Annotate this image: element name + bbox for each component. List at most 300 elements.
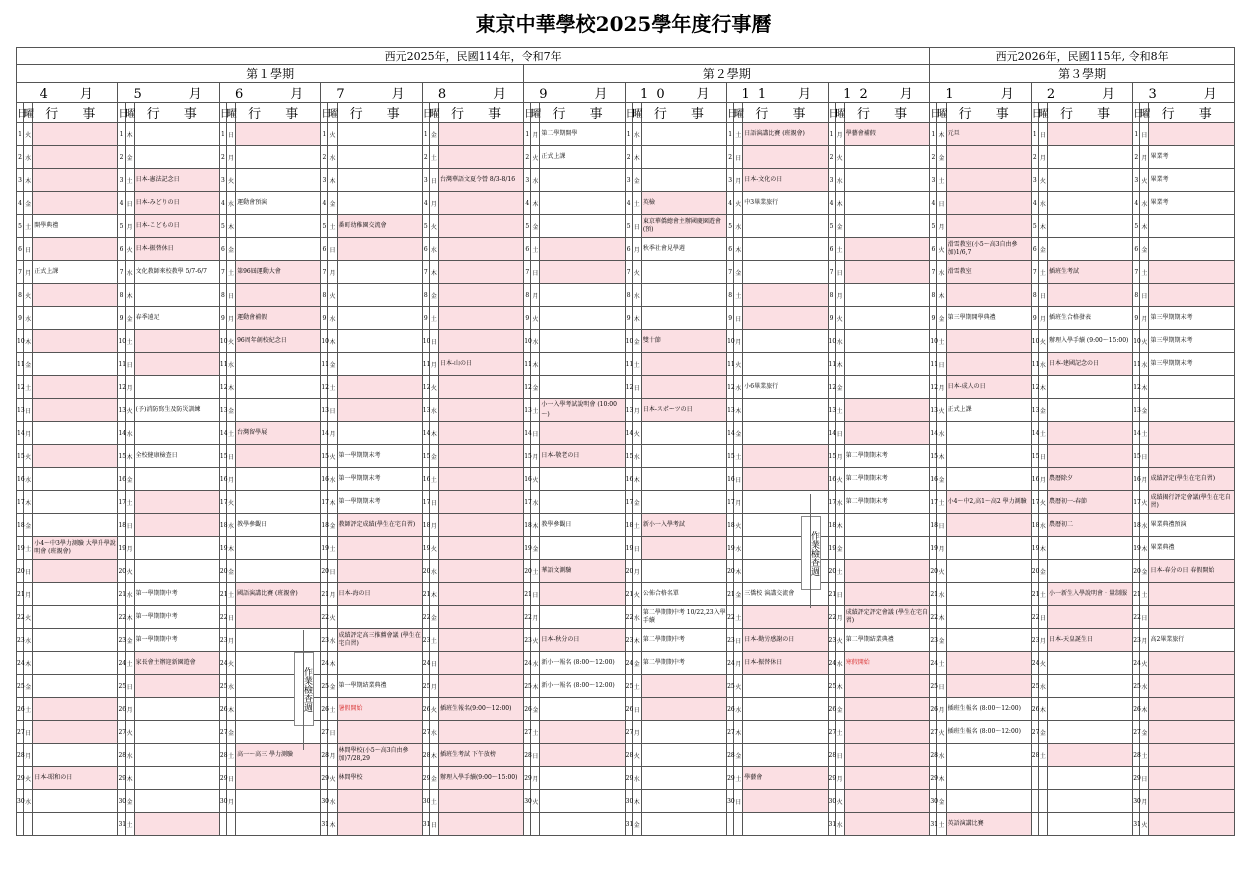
day-number: 14 (422, 422, 429, 445)
weekday: 土 (632, 192, 641, 215)
event-cell: 日本-山の日 (438, 353, 523, 376)
event-cell (540, 422, 625, 445)
day-row (17, 146, 1235, 169)
event-cell (1149, 215, 1235, 238)
weekday: 土 (937, 169, 946, 192)
weekday: 金 (632, 330, 641, 353)
weekday: 木 (835, 675, 844, 698)
weekday: 火 (531, 307, 540, 330)
day-number: 6 (625, 238, 632, 261)
event-cell (1149, 376, 1235, 399)
weekday: 日 (328, 238, 337, 261)
event-cell (134, 468, 219, 491)
event-cell: 中3畢業旅行 (743, 192, 828, 215)
weekday: 金 (24, 514, 33, 537)
event-cell (33, 514, 118, 537)
event-cell: 畢業典禮預演 (1149, 514, 1235, 537)
event-cell (844, 376, 930, 399)
weekday: 土 (937, 652, 946, 675)
event-cell (236, 238, 321, 261)
weekday: 金 (632, 813, 641, 836)
event-cell (236, 606, 321, 629)
weekday: 土 (226, 583, 235, 606)
event-cell (844, 675, 930, 698)
header-event: 行 事 (134, 103, 219, 123)
day-number: 17 (524, 491, 531, 514)
event-cell: 第二學期期末考 (844, 445, 930, 468)
event-cell (236, 399, 321, 422)
weekday: 金 (125, 307, 134, 330)
weekday: 火 (937, 721, 946, 744)
day-number: 5 (1133, 215, 1140, 238)
weekday: 木 (429, 583, 438, 606)
event-cell (33, 744, 118, 767)
weekday (1038, 767, 1047, 790)
day-number: 29 (219, 767, 226, 790)
weekday: 火 (1140, 652, 1149, 675)
weekday: 日 (328, 721, 337, 744)
weekday: 日 (125, 353, 134, 376)
weekday: 日 (125, 192, 134, 215)
day-number: 26 (930, 698, 937, 721)
event-cell (641, 169, 726, 192)
weekday: 土 (531, 399, 540, 422)
day-number: 28 (524, 744, 531, 767)
event-cell: 教學參觀日 (236, 514, 321, 537)
day-row (17, 813, 1235, 836)
event-cell (33, 698, 118, 721)
weekday: 水 (1140, 675, 1149, 698)
event-cell (946, 215, 1031, 238)
weekday: 日 (125, 675, 134, 698)
event-cell (844, 698, 930, 721)
event-cell (236, 376, 321, 399)
weekday: 木 (328, 491, 337, 514)
weekday: 土 (1038, 583, 1047, 606)
event-cell (1048, 215, 1133, 238)
weekday: 火 (429, 215, 438, 238)
weekday: 水 (125, 422, 134, 445)
weekday: 水 (328, 146, 337, 169)
event-cell (540, 169, 625, 192)
weekday: 土 (1140, 261, 1149, 284)
event-cell (337, 238, 422, 261)
day-number: 17 (321, 491, 328, 514)
weekday: 月 (1140, 146, 1149, 169)
event-cell (743, 238, 828, 261)
day-number: 29 (1133, 767, 1140, 790)
inspection-week-arrow-june (303, 630, 304, 750)
weekday: 月 (328, 422, 337, 445)
day-number: 8 (1031, 284, 1038, 307)
day-number: 2 (321, 146, 328, 169)
day-number: 15 (727, 445, 734, 468)
event-cell (641, 560, 726, 583)
day-number: 30 (1133, 790, 1140, 813)
weekday: 日 (835, 261, 844, 284)
header-week: 曜 (1140, 103, 1149, 123)
day-row (17, 583, 1235, 606)
header-day: 日 (524, 103, 531, 123)
weekday: 水 (429, 399, 438, 422)
weekday: 土 (24, 537, 33, 560)
day-number: 7 (118, 261, 125, 284)
day-number: 13 (524, 399, 531, 422)
event-cell: 家長會主辦迎新園遊會 (134, 652, 219, 675)
weekday: 土 (125, 813, 134, 836)
event-cell (438, 491, 523, 514)
day-number: 20 (422, 560, 429, 583)
weekday (531, 813, 540, 836)
weekday: 金 (226, 560, 235, 583)
event-cell (33, 307, 118, 330)
day-number: 18 (422, 514, 429, 537)
event-cell (236, 537, 321, 560)
event-cell (946, 675, 1031, 698)
event-cell (540, 537, 625, 560)
event-cell (337, 790, 422, 813)
event-cell (540, 491, 625, 514)
day-number: 2 (524, 146, 531, 169)
day-number: 19 (422, 537, 429, 560)
weekday: 水 (429, 238, 438, 261)
event-cell: 公佈合格名單 (641, 583, 726, 606)
day-number: 15 (1031, 445, 1038, 468)
event-cell: 日本-成人の日 (946, 376, 1031, 399)
day-number: 6 (1133, 238, 1140, 261)
event-cell: 第二學期結業典禮 (844, 629, 930, 652)
day-number: 2 (1031, 146, 1038, 169)
event-cell (743, 353, 828, 376)
weekday: 日 (734, 629, 743, 652)
weekday: 土 (937, 330, 946, 353)
event-cell: 番町幼稚園交流會 (337, 215, 422, 238)
weekday: 水 (531, 169, 540, 192)
day-number: 2 (422, 146, 429, 169)
day-number: 16 (1133, 468, 1140, 491)
weekday: 水 (734, 698, 743, 721)
event-cell (946, 353, 1031, 376)
day-row (17, 629, 1235, 652)
weekday: 月 (1140, 307, 1149, 330)
weekday: 土 (328, 537, 337, 560)
weekday: 金 (429, 606, 438, 629)
weekday: 月 (835, 606, 844, 629)
weekday: 月 (125, 698, 134, 721)
event-cell: 日本-春分の日 春假開始 (1149, 560, 1235, 583)
event-cell: 學藝會補假 (844, 123, 930, 146)
day-number: 17 (625, 491, 632, 514)
weekday: 水 (531, 652, 540, 675)
day-number: 20 (930, 560, 937, 583)
weekday: 火 (125, 721, 134, 744)
day-number: 11 (219, 353, 226, 376)
day-number: 12 (524, 376, 531, 399)
weekday: 木 (937, 606, 946, 629)
day-number: 24 (828, 652, 835, 675)
calendar-title: 東京中華學校2025學年度行事曆 (475, 12, 772, 36)
event-cell (33, 353, 118, 376)
event-cell (337, 606, 422, 629)
day-number: 21 (1031, 583, 1038, 606)
day-number: 22 (625, 606, 632, 629)
day-number: 22 (1133, 606, 1140, 629)
day-number: 22 (422, 606, 429, 629)
header-event: 行 事 (337, 103, 422, 123)
weekday (1038, 813, 1047, 836)
event-cell: 畢業考 (1149, 169, 1235, 192)
day-number: 8 (625, 284, 632, 307)
day-number: 13 (828, 399, 835, 422)
day-number: 19 (1031, 537, 1038, 560)
event-cell (33, 445, 118, 468)
event-cell: 第三學期開學典禮 (946, 307, 1031, 330)
weekday: 土 (429, 790, 438, 813)
header-event: 行 事 (236, 103, 321, 123)
weekday: 火 (328, 284, 337, 307)
event-cell: 成績評定(學生在宅自習) (1149, 468, 1235, 491)
event-cell (33, 399, 118, 422)
event-cell (134, 813, 219, 836)
day-number: 17 (930, 491, 937, 514)
weekday: 火 (531, 146, 540, 169)
event-cell (134, 537, 219, 560)
day-number: 9 (17, 307, 24, 330)
weekday: 木 (632, 629, 641, 652)
weekday: 土 (24, 698, 33, 721)
day-number: 14 (930, 422, 937, 445)
event-cell: 英檢 (641, 192, 726, 215)
day-number: 15 (828, 445, 835, 468)
weekday: 月 (1038, 146, 1047, 169)
day-number: 19 (930, 537, 937, 560)
day-number (1031, 813, 1038, 836)
event-cell (540, 698, 625, 721)
day-row (17, 514, 1235, 537)
day-number: 20 (321, 560, 328, 583)
weekday: 土 (429, 468, 438, 491)
day-number: 9 (422, 307, 429, 330)
day-number: 3 (930, 169, 937, 192)
day-number: 9 (625, 307, 632, 330)
day-row (17, 652, 1235, 675)
event-cell (540, 215, 625, 238)
weekday: 月 (531, 123, 540, 146)
day-number: 18 (828, 514, 835, 537)
event-cell: 新小一入學考試 (641, 514, 726, 537)
day-number (524, 813, 531, 836)
event-cell: 成績評定評定會議 (學生在宅自習) (844, 606, 930, 629)
weekday: 日 (531, 422, 540, 445)
day-number: 4 (321, 192, 328, 215)
event-cell (946, 629, 1031, 652)
weekday: 金 (328, 675, 337, 698)
event-cell (1149, 652, 1235, 675)
event-cell (1048, 123, 1133, 146)
weekday: 月 (531, 606, 540, 629)
month-label: 7 月 (321, 83, 422, 103)
day-number: 23 (524, 629, 531, 652)
day-number: 17 (118, 491, 125, 514)
day-number: 25 (625, 675, 632, 698)
weekday: 月 (226, 629, 235, 652)
event-cell (236, 767, 321, 790)
day-number: 19 (1133, 537, 1140, 560)
day-number: 16 (422, 468, 429, 491)
event-cell (743, 675, 828, 698)
weekday: 木 (734, 399, 743, 422)
day-number: 24 (727, 652, 734, 675)
header-day: 日 (219, 103, 226, 123)
weekday: 水 (531, 491, 540, 514)
weekday (226, 813, 235, 836)
event-cell: 第一學期結業典禮 (337, 675, 422, 698)
day-number: 29 (17, 767, 24, 790)
day-number: 9 (1031, 307, 1038, 330)
day-number: 23 (219, 629, 226, 652)
weekday: 金 (226, 399, 235, 422)
weekday: 水 (937, 583, 946, 606)
event-cell (540, 606, 625, 629)
event-cell: 小4～中3學力測驗 大學升學說明會 (班親會) (33, 537, 118, 560)
weekday: 木 (226, 537, 235, 560)
event-cell: 小4～中2,高1～高2 學力測驗 (946, 491, 1031, 514)
weekday: 火 (1038, 169, 1047, 192)
day-number: 10 (828, 330, 835, 353)
weekday: 火 (937, 238, 946, 261)
event-cell: 日本-勤労感謝の日 (743, 629, 828, 652)
event-cell (1149, 399, 1235, 422)
day-number: 27 (727, 721, 734, 744)
event-cell (1048, 192, 1133, 215)
day-number: 10 (17, 330, 24, 353)
weekday: 金 (125, 468, 134, 491)
event-cell (438, 652, 523, 675)
weekday: 月 (937, 698, 946, 721)
weekday: 水 (24, 468, 33, 491)
event-cell (438, 790, 523, 813)
day-row (17, 422, 1235, 445)
event-cell: 插班生合格發表 (1048, 307, 1133, 330)
era-row (17, 48, 1235, 65)
month-label: 4 月 (17, 83, 118, 103)
event-cell (1048, 698, 1133, 721)
day-number: 5 (930, 215, 937, 238)
day-number: 28 (828, 744, 835, 767)
event-cell (337, 422, 422, 445)
weekday: 水 (734, 537, 743, 560)
day-number: 24 (1031, 652, 1038, 675)
header-week: 曜 (1038, 103, 1047, 123)
month-label: 8 月 (422, 83, 523, 103)
weekday (1038, 790, 1047, 813)
weekday: 日 (1140, 767, 1149, 790)
day-number: 3 (17, 169, 24, 192)
weekday: 木 (937, 767, 946, 790)
event-cell (743, 422, 828, 445)
weekday: 木 (1140, 537, 1149, 560)
weekday: 日 (835, 744, 844, 767)
weekday: 土 (835, 238, 844, 261)
event-cell: 日本-秋分の日 (540, 629, 625, 652)
day-number: 18 (524, 514, 531, 537)
event-cell (33, 583, 118, 606)
event-cell: 日本-スポーツの日 (641, 399, 726, 422)
event-cell (844, 215, 930, 238)
day-number: 29 (625, 767, 632, 790)
event-cell (844, 146, 930, 169)
event-cell: 第二學期開學 (540, 123, 625, 146)
weekday: 月 (125, 537, 134, 560)
weekday: 金 (734, 261, 743, 284)
weekday: 金 (125, 146, 134, 169)
day-number: 25 (727, 675, 734, 698)
day-number: 6 (727, 238, 734, 261)
weekday: 土 (24, 215, 33, 238)
event-cell (438, 376, 523, 399)
term-row (17, 65, 1235, 83)
header-event: 行 事 (438, 103, 523, 123)
weekday: 水 (328, 790, 337, 813)
weekday: 水 (531, 330, 540, 353)
header-day: 日 (1133, 103, 1140, 123)
day-number: 28 (727, 744, 734, 767)
event-cell: 辦理入學手續(9:00～15:00) (438, 767, 523, 790)
day-number: 12 (219, 376, 226, 399)
day-number: 3 (1031, 169, 1038, 192)
day-number: 18 (219, 514, 226, 537)
weekday: 金 (937, 146, 946, 169)
event-cell: 滑雪教室(小5～高3自由參加)1/6,7 (946, 238, 1031, 261)
event-cell (236, 560, 321, 583)
header-week: 曜 (226, 103, 235, 123)
event-cell (1048, 422, 1133, 445)
weekday: 日 (1038, 123, 1047, 146)
day-number: 8 (727, 284, 734, 307)
day-number: 18 (118, 514, 125, 537)
day-number: 4 (625, 192, 632, 215)
day-number: 29 (118, 767, 125, 790)
day-number: 28 (422, 744, 429, 767)
weekday: 木 (24, 169, 33, 192)
weekday: 金 (24, 192, 33, 215)
weekday: 木 (125, 284, 134, 307)
weekday: 日 (226, 123, 235, 146)
event-cell (641, 468, 726, 491)
day-number: 9 (524, 307, 531, 330)
weekday: 金 (531, 698, 540, 721)
day-number: 25 (524, 675, 531, 698)
day-number: 13 (118, 399, 125, 422)
day-number: 30 (524, 790, 531, 813)
weekday: 水 (24, 629, 33, 652)
event-cell (337, 399, 422, 422)
day-number: 24 (524, 652, 531, 675)
day-number: 10 (118, 330, 125, 353)
day-number: 10 (930, 330, 937, 353)
day-number: 15 (118, 445, 125, 468)
event-cell (540, 238, 625, 261)
weekday: 金 (328, 192, 337, 215)
weekday: 木 (835, 514, 844, 537)
day-number: 16 (321, 468, 328, 491)
day-number: 13 (321, 399, 328, 422)
day-number: 15 (219, 445, 226, 468)
event-cell (33, 123, 118, 146)
header-day: 日 (727, 103, 734, 123)
day-number: 22 (930, 606, 937, 629)
day-number: 5 (828, 215, 835, 238)
